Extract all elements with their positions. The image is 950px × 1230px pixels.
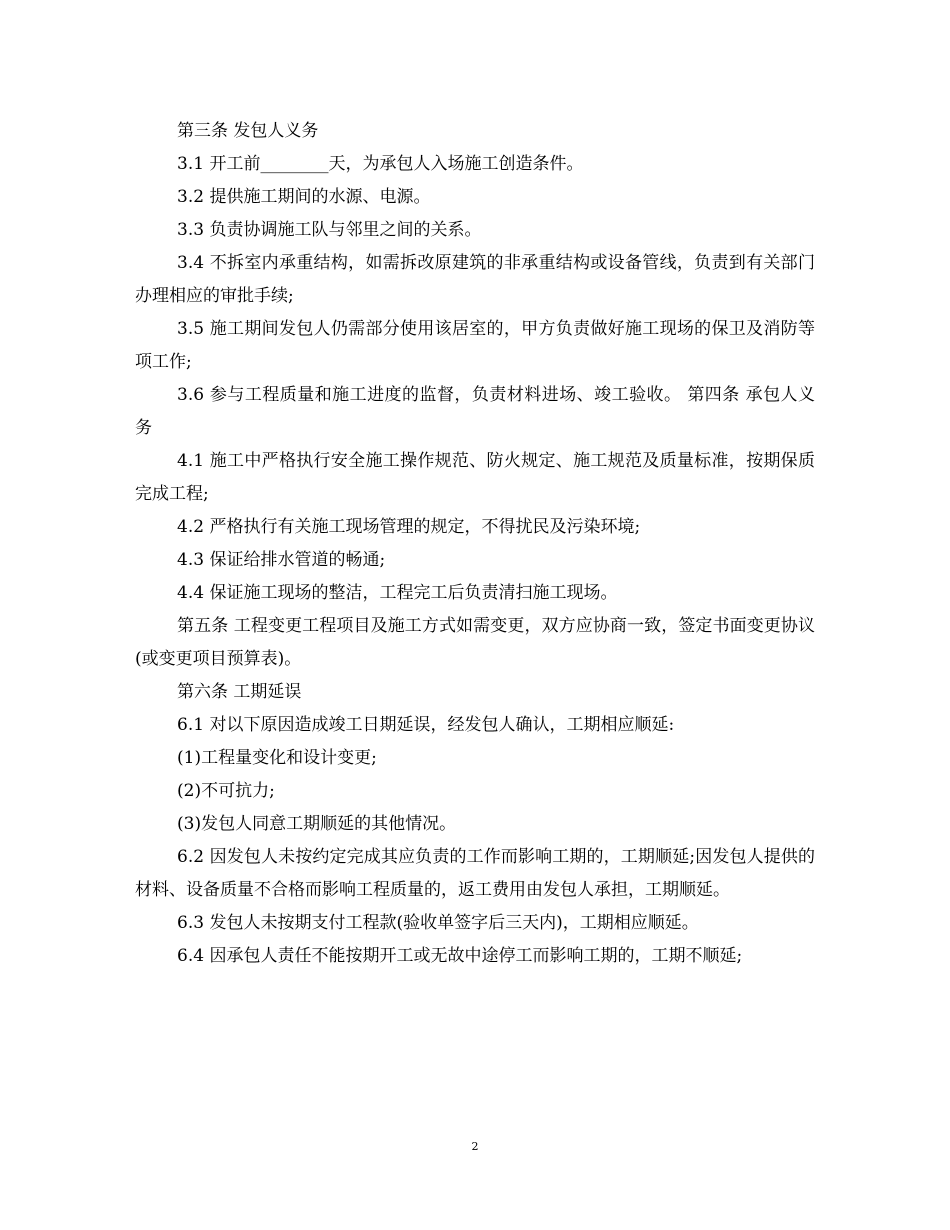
paragraph-6-4: 6.4 因承包人责任不能按期开工或无故中途停工而影响工期的，工期不顺延; <box>177 946 743 966</box>
document-body <box>135 115 815 973</box>
paragraph-article-3-heading: 第三条 发包人义务 <box>177 121 319 141</box>
paragraph-4-3: 4.3 保证给排水管道的畅通; <box>177 550 386 570</box>
paragraph-4-1: 4.1 施工中严格执行安全施工操作规范、防火规定、施工规范及质量标准，按期保质完成工程; <box>135 451 815 504</box>
paragraph-3-1: 3.1 开工前________天，为承包人入场施工创造条件。 <box>177 154 584 174</box>
paragraph-4-4: 4.4 保证施工现场的整洁，工程完工后负责清扫施工现场。 <box>177 583 618 603</box>
paragraph-3-4: 3.4 不拆室内承重结构，如需拆改原建筑的非承重结构或设备管线，负责到有关部门办理相应的审批手续; <box>135 253 815 306</box>
paragraph-6-1-item-1: (1)工程量变化和设计变更; <box>177 748 377 768</box>
paragraph-6-1-item-2: (2)不可抗力; <box>177 781 275 801</box>
paragraph-6-3: 6.3 发包人未按期支付工程款(验收单签字后三天内)，工期相应顺延。 <box>177 913 699 933</box>
paragraph-6-2: 6.2 因发包人未按约定完成其应负责的工作而影响工期的，工期顺延;因发包人提供的材料、设备质量不合格而影响工程质量的，返工费用由发包人承担，工期顺延。 <box>135 847 815 900</box>
paragraph-6-1-item-3: (3)发包人同意工期顺延的其他情况。 <box>177 814 457 834</box>
paragraph-3-6: 3.6 参与工程质量和施工进度的监督，负责材料进场、竣工验收。 第四条 承包人义务 <box>135 385 815 438</box>
paragraph-6-1: 6.1 对以下原因造成竣工日期延误，经发包人确认，工期相应顺延: <box>177 715 675 735</box>
page-number: 2 <box>471 1140 479 1153</box>
paragraph-3-2: 3.2 提供施工期间的水源、电源。 <box>177 187 431 207</box>
paragraph-4-2: 4.2 严格执行有关施工现场管理的规定，不得扰民及污染环境; <box>177 517 641 537</box>
paragraph-3-3: 3.3 负责协调施工队与邻里之间的关系。 <box>177 220 482 240</box>
paragraph-article-6-heading: 第六条 工期延误 <box>177 682 302 702</box>
paragraph-article-5: 第五条 工程变更工程项目及施工方式如需变更，双方应协商一致，签定书面变更协议(或变更项目预算表)。 <box>135 616 815 669</box>
paragraph-3-5: 3.5 施工期间发包人仍需部分使用该居室的，甲方负责做好施工现场的保卫及消防等项工作; <box>135 319 815 372</box>
